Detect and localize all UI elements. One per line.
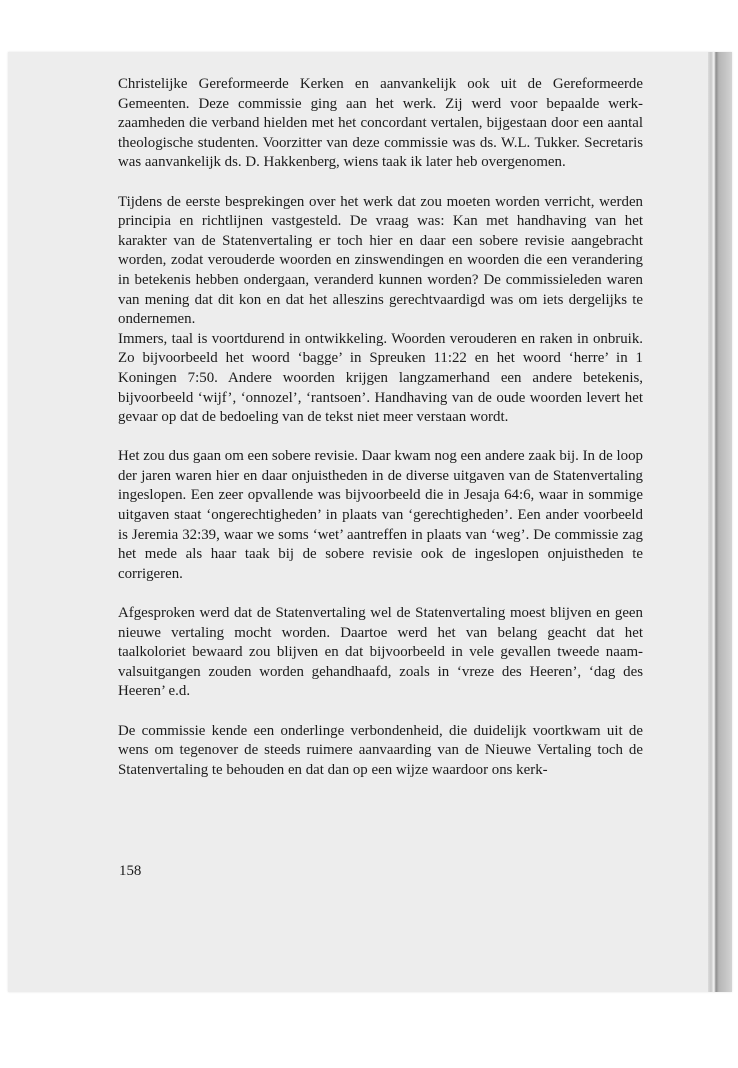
paragraph-6: De commissie kende een onderlinge verbondenheid, die duidelijk voortkwam uit de wens om tegenover de steeds ruimere aanvaarding van de Nieuwe Vertaling toch de Statenvertaling te behouden en dat dan op een wijze waardoor ons kerk-	[118, 722, 643, 778]
paragraph-3: Immers, taal is voortdurend in ontwikkeling. Woorden verouderen en raken in onbruik. Zo bijvoorbeeld het woord ‘bagge’ in Spreuken 11:22 en het woord ‘herre’ in 1 Koningen 7:50. Andere woorden krijgen langzamerhand een andere betekenis, bijvoorbeeld ‘wijf’, ‘onnozel’, ‘rantsoen’. Handhaving van de oude woorden levert het gevaar op dat de bedoeling van de tekst niet meer verstaan wordt.	[118, 330, 643, 426]
paragraph-2: Tijdens de eerste besprekingen over het werk dat zou moeten worden verricht, werden principia en richtlijnen vastgesteld. De vraag was: Kan met handhaving van het karakter van de Statenvertaling er toch hier en daar een sobere revisie aangebracht worden, zodat verouderde woorden en zinswendingen en woorden die een verandering in betekenis hebben ondergaan, veranderd kunnen worden? De commissieleden waren van mening dat dit kon en dat het alleszins gerechtvaardigd was om iets dergelijks te ondernemen.	[118, 193, 643, 328]
paragraph-4: Het zou dus gaan om een sobere revisie. Daar kwam nog een andere zaak bij. In de loop der jaren waren hier en daar onjuistheden in de diverse uitgaven van de Statenvertaling ingeslopen. Een zeer opvallende was bijvoorbeeld die in Jesaja 64:6, waar in sommige uitgaven staat ‘ongerechtigheden’ in plaats van ‘gerechtigheden’. Een ander voorbeeld is Jeremia 32:39, waar we soms ‘wet’ aantreffen in plaats van ‘weg’. De commissie zag het mede als haar taak bij de sobere revisie ook de ingeslopen onjuistheden te corrigeren.	[118, 448, 643, 582]
paragraph-1: Christelijke Gereformeerde Kerken en aanvankelijk ook uit de Gereformeerde Gemeenten. Deze commissie ging aan het werk. Zij werd voor bepaalde werkzaamheden die verband hielden met het concordant vertalen, bijgestaan door een aantal theologische studenten. Voorzitter van deze commissie was ds. W.L. Tukker. Secretaris was aanvankelijk ds. D. Hakkenberg, wiens taak ik later heb overgenomen.	[118, 76, 643, 171]
body-text	[118, 75, 643, 800]
book-spine-edge	[708, 52, 732, 992]
page-number: 158	[119, 863, 142, 879]
paragraph-5: Afgesproken werd dat de Statenvertaling wel de Statenvertaling moest blijven en geen nieuwe vertaling mocht worden. Daartoe werd het van belang geacht dat het taalkoloriet bewaard zou blijven en dat bijvoorbeeld in vele gevallen tweede naamvalsuitgangen zouden worden gehandhaafd, zoals in ‘vreze des Heeren’, ‘dag des Heeren’ e.d.	[118, 605, 643, 700]
